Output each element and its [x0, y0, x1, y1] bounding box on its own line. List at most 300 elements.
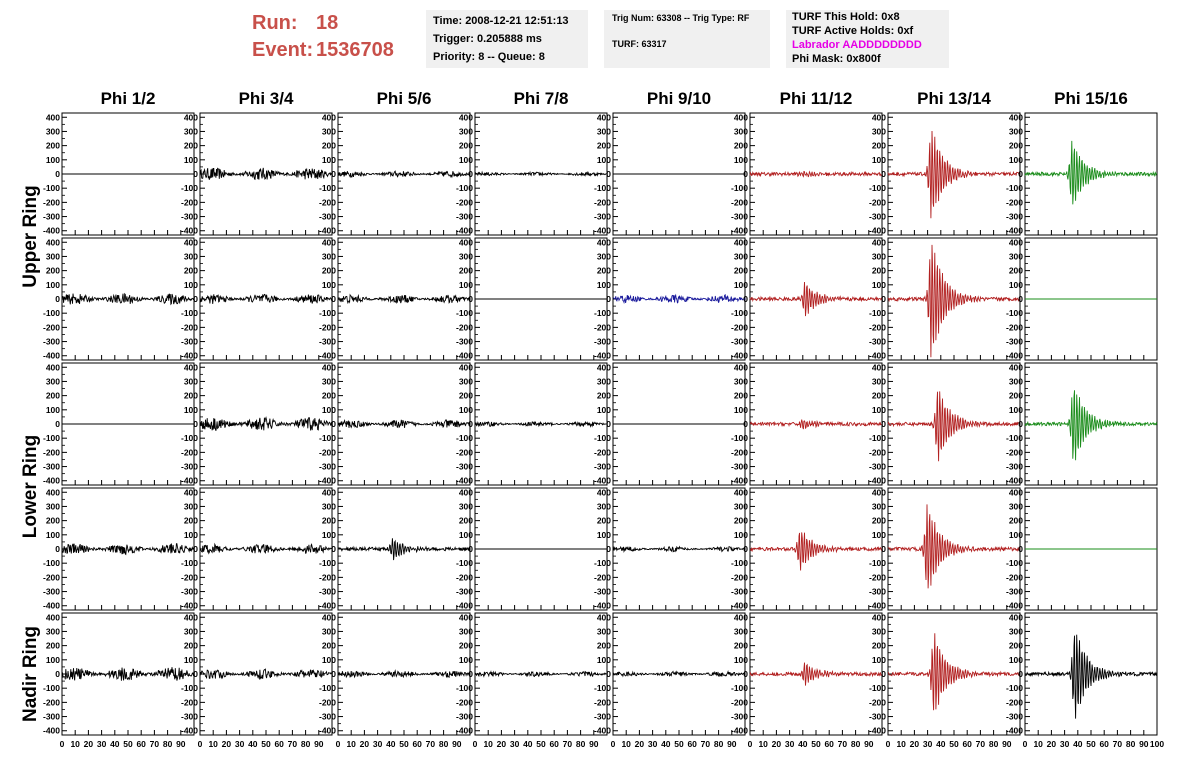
- y-tick-label: 300: [321, 251, 336, 262]
- y-tick-label: -100: [1005, 433, 1023, 444]
- y-tick-label: -300: [318, 586, 336, 597]
- y-tick-label: -400: [318, 725, 336, 736]
- y-tick-label: -300: [730, 711, 748, 722]
- y-tick-label: -400: [868, 475, 886, 486]
- y-tick-label: 0: [55, 169, 60, 179]
- x-tick-label: 60: [687, 739, 697, 749]
- y-tick-label: 400: [596, 612, 611, 623]
- y-tick-label: 100: [733, 404, 748, 415]
- y-tick-label: 100: [871, 154, 886, 165]
- y-tick-label: -300: [730, 461, 748, 472]
- x-tick-label: 20: [83, 739, 94, 749]
- y-tick-label: 100: [183, 279, 198, 290]
- y-tick-label: 300: [871, 126, 886, 137]
- y-tick-label: -100: [730, 433, 748, 444]
- y-tick-label: 400: [596, 237, 611, 248]
- y-tick-label: -200: [318, 697, 336, 708]
- y-tick-label: -200: [1005, 322, 1023, 333]
- y-tick-label: 0: [193, 419, 198, 429]
- y-tick-label: 100: [871, 404, 886, 415]
- y-tick-label: 100: [871, 279, 886, 290]
- waveform-trace: [613, 547, 745, 552]
- y-tick-label: 100: [458, 154, 473, 165]
- y-tick-label: -100: [318, 683, 336, 694]
- y-tick-label: 100: [596, 154, 611, 165]
- column-title: Phi 5/6: [376, 89, 432, 108]
- column-title: Phi 9/10: [646, 89, 712, 108]
- y-tick-label: -100: [180, 683, 198, 694]
- y-tick-label: 200: [596, 390, 611, 401]
- y-tick-label: 200: [45, 265, 60, 276]
- y-tick-label: 400: [733, 612, 748, 623]
- y-tick-label: 200: [321, 515, 336, 526]
- y-tick-label: 300: [321, 626, 336, 637]
- waveform-trace: [888, 245, 1020, 357]
- y-tick-label: 0: [55, 544, 60, 554]
- x-tick-label: 20: [771, 739, 782, 749]
- y-tick-label: 100: [1008, 154, 1023, 165]
- waveform-trace: [338, 295, 470, 303]
- y-tick-label: 300: [733, 251, 748, 262]
- y-tick-label: -100: [868, 183, 886, 194]
- y-tick-label: -200: [455, 322, 473, 333]
- y-tick-label: 200: [321, 140, 336, 151]
- x-tick-label: 20: [221, 739, 232, 749]
- y-tick-label: -100: [1005, 308, 1023, 319]
- x-tick-label: 30: [509, 739, 520, 749]
- y-tick-label: -400: [455, 725, 473, 736]
- y-tick-label: 100: [321, 279, 336, 290]
- y-tick-label: 0: [606, 169, 611, 179]
- y-tick-label: -200: [180, 572, 198, 583]
- y-tick-label: -400: [730, 225, 748, 236]
- y-tick-label: 400: [183, 362, 198, 373]
- x-tick-label: 30: [96, 739, 107, 749]
- row-group-title: Nadir Ring: [20, 625, 41, 723]
- y-tick-label: 400: [871, 112, 886, 123]
- run-label: Run:: [252, 12, 298, 34]
- y-tick-label: 0: [606, 669, 611, 679]
- y-tick-label: -400: [42, 475, 60, 486]
- y-tick-label: -300: [1005, 211, 1023, 222]
- x-tick-label: 80: [162, 739, 173, 749]
- y-tick-label: -200: [730, 572, 748, 583]
- y-tick-label: 200: [733, 515, 748, 526]
- y-tick-label: -200: [180, 197, 198, 208]
- y-tick-label: -100: [593, 683, 611, 694]
- waveform-trace: [200, 294, 332, 304]
- y-tick-label: 300: [1008, 251, 1023, 262]
- y-tick-label: 300: [321, 376, 336, 387]
- y-tick-label: -200: [42, 322, 60, 333]
- y-tick-label: -200: [455, 197, 473, 208]
- column-title: Phi 1/2: [100, 89, 156, 108]
- y-tick-label: -300: [42, 711, 60, 722]
- x-tick-label: 0: [1022, 739, 1028, 749]
- y-tick-label: -200: [318, 572, 336, 583]
- y-tick-label: 300: [1008, 376, 1023, 387]
- x-tick-label: 20: [359, 739, 370, 749]
- y-tick-label: 300: [1008, 126, 1023, 137]
- x-tick-label: 0: [747, 739, 753, 749]
- y-tick-label: 200: [458, 140, 473, 151]
- x-tick-label: 20: [496, 739, 507, 749]
- y-tick-label: -100: [455, 683, 473, 694]
- y-tick-label: -100: [180, 433, 198, 444]
- y-tick-label: 300: [458, 626, 473, 637]
- y-tick-label: -300: [42, 336, 60, 347]
- y-tick-label: 100: [183, 654, 198, 665]
- waveform-trace: [338, 171, 470, 177]
- column-title: Phi 15/16: [1054, 89, 1128, 108]
- y-tick-label: -200: [730, 197, 748, 208]
- y-tick-label: 100: [45, 404, 60, 415]
- y-tick-label: 0: [606, 544, 611, 554]
- y-tick-label: 200: [45, 140, 60, 151]
- y-tick-label: 400: [1008, 362, 1023, 373]
- y-tick-label: -200: [180, 447, 198, 458]
- y-tick-label: 400: [321, 612, 336, 623]
- y-tick-label: -100: [868, 558, 886, 569]
- y-tick-label: -100: [455, 558, 473, 569]
- labrador-text: Labrador AADDDDDDDD: [792, 39, 922, 51]
- y-tick-label: -400: [868, 725, 886, 736]
- y-tick-label: -300: [318, 336, 336, 347]
- x-tick-label: 30: [784, 739, 795, 749]
- y-tick-label: 0: [743, 169, 748, 179]
- y-tick-label: -400: [42, 225, 60, 236]
- y-tick-label: 200: [321, 390, 336, 401]
- y-tick-label: 0: [606, 294, 611, 304]
- y-tick-label: 0: [881, 169, 886, 179]
- y-tick-label: -300: [455, 711, 473, 722]
- waveform-trace: [750, 172, 882, 178]
- y-tick-label: -200: [868, 322, 886, 333]
- x-tick-label: 90: [452, 739, 462, 749]
- y-tick-label: 400: [458, 612, 473, 623]
- y-tick-label: 0: [331, 669, 336, 679]
- x-tick-label: 40: [661, 739, 671, 749]
- y-tick-label: -300: [868, 461, 886, 472]
- y-tick-label: -100: [42, 433, 60, 444]
- x-tick-label: 10: [483, 739, 493, 749]
- x-tick-label: 0: [472, 739, 478, 749]
- x-tick-label: 30: [234, 739, 245, 749]
- y-tick-label: -100: [180, 183, 198, 194]
- y-tick-label: 400: [458, 237, 473, 248]
- turf-text: TURF: 63317: [612, 39, 667, 49]
- y-tick-label: -400: [455, 225, 473, 236]
- y-tick-label: -400: [730, 475, 748, 486]
- y-tick-label: 100: [183, 404, 198, 415]
- x-tick-label: 80: [1125, 739, 1136, 749]
- y-tick-label: -400: [593, 350, 611, 361]
- y-tick-label: 400: [321, 362, 336, 373]
- y-tick-label: 0: [743, 669, 748, 679]
- y-tick-label: 400: [596, 362, 611, 373]
- y-tick-label: -100: [318, 558, 336, 569]
- y-tick-label: 200: [596, 640, 611, 651]
- y-tick-label: 100: [321, 529, 336, 540]
- y-tick-label: 0: [468, 544, 473, 554]
- y-tick-label: 200: [45, 515, 60, 526]
- y-tick-label: -200: [318, 447, 336, 458]
- waveform-trace: [62, 294, 194, 305]
- x-tick-label: 40: [386, 739, 396, 749]
- y-tick-label: -200: [1005, 197, 1023, 208]
- column-title: Phi 11/12: [779, 89, 853, 108]
- y-tick-label: -200: [593, 447, 611, 458]
- waveform-trace: [1025, 390, 1157, 460]
- y-tick-label: 300: [183, 376, 198, 387]
- x-tick-label: 40: [936, 739, 946, 749]
- y-tick-label: 0: [1018, 294, 1023, 304]
- y-tick-label: 200: [733, 640, 748, 651]
- y-tick-label: 200: [458, 515, 473, 526]
- y-tick-label: -400: [593, 475, 611, 486]
- x-tick-label: 60: [412, 739, 422, 749]
- waveform-trace: [200, 168, 332, 180]
- y-tick-label: 300: [733, 501, 748, 512]
- y-tick-label: 200: [45, 640, 60, 651]
- y-tick-label: -400: [455, 600, 473, 611]
- y-tick-label: 0: [331, 544, 336, 554]
- y-tick-label: -100: [730, 183, 748, 194]
- x-tick-label: 80: [850, 739, 861, 749]
- y-tick-label: 300: [45, 501, 60, 512]
- y-tick-label: -200: [593, 697, 611, 708]
- y-tick-label: 0: [331, 294, 336, 304]
- y-tick-label: 400: [1008, 112, 1023, 123]
- y-tick-label: 100: [45, 279, 60, 290]
- y-tick-label: -200: [42, 572, 60, 583]
- x-tick-label: 70: [425, 739, 436, 749]
- waveform-trace: [200, 544, 332, 553]
- y-tick-label: 200: [321, 640, 336, 651]
- y-tick-label: 100: [596, 404, 611, 415]
- x-tick-label: 90: [1002, 739, 1012, 749]
- x-tick-label: 0: [335, 739, 341, 749]
- y-tick-label: 100: [1008, 654, 1023, 665]
- y-tick-label: 400: [1008, 487, 1023, 498]
- y-tick-label: 400: [871, 237, 886, 248]
- y-tick-label: 400: [183, 112, 198, 123]
- x-tick-label: 70: [700, 739, 711, 749]
- y-tick-label: 0: [468, 419, 473, 429]
- y-tick-label: -100: [1005, 683, 1023, 694]
- y-tick-label: -300: [1005, 586, 1023, 597]
- y-tick-label: -300: [1005, 461, 1023, 472]
- y-tick-label: 400: [45, 237, 60, 248]
- y-tick-label: -300: [1005, 336, 1023, 347]
- y-tick-label: 100: [321, 404, 336, 415]
- y-tick-label: 0: [55, 669, 60, 679]
- y-tick-label: 300: [596, 626, 611, 637]
- y-tick-label: 300: [458, 501, 473, 512]
- y-tick-label: 400: [596, 112, 611, 123]
- y-tick-label: 300: [733, 376, 748, 387]
- y-tick-label: -100: [868, 683, 886, 694]
- y-tick-label: 200: [458, 390, 473, 401]
- y-tick-label: 100: [596, 279, 611, 290]
- y-tick-label: -200: [730, 697, 748, 708]
- y-tick-label: -400: [730, 600, 748, 611]
- y-tick-label: 200: [1008, 390, 1023, 401]
- y-tick-label: 0: [193, 669, 198, 679]
- y-tick-label: 0: [743, 544, 748, 554]
- waveform-trace: [750, 420, 882, 430]
- y-tick-label: 300: [1008, 626, 1023, 637]
- y-tick-label: -200: [868, 572, 886, 583]
- y-tick-label: 100: [321, 654, 336, 665]
- row-group-title: Lower Ring: [20, 434, 41, 539]
- event-value: 1536708: [316, 39, 394, 61]
- y-tick-label: -300: [593, 336, 611, 347]
- y-tick-label: 200: [458, 265, 473, 276]
- waveform-trace: [750, 663, 882, 686]
- y-tick-label: -400: [42, 725, 60, 736]
- y-tick-label: 0: [881, 669, 886, 679]
- x-tick-label: 10: [758, 739, 768, 749]
- x-tick-label: 40: [523, 739, 533, 749]
- x-tick-label: 10: [1033, 739, 1043, 749]
- y-tick-label: -400: [180, 225, 198, 236]
- y-tick-label: 400: [45, 612, 60, 623]
- y-tick-label: -400: [730, 725, 748, 736]
- x-tick-label: 70: [149, 739, 160, 749]
- y-tick-label: 100: [45, 529, 60, 540]
- x-tick-label: 60: [136, 739, 146, 749]
- y-tick-label: -100: [180, 308, 198, 319]
- x-tick-label: 50: [949, 739, 959, 749]
- waveform-trace: [613, 672, 745, 677]
- y-tick-label: -100: [1005, 558, 1023, 569]
- y-tick-label: 0: [468, 669, 473, 679]
- y-tick-label: 400: [1008, 237, 1023, 248]
- y-tick-label: -300: [318, 461, 336, 472]
- x-tick-label: 10: [208, 739, 218, 749]
- y-tick-label: 400: [183, 612, 198, 623]
- y-tick-label: 400: [183, 487, 198, 498]
- y-tick-label: -300: [593, 586, 611, 597]
- y-tick-label: 200: [321, 265, 336, 276]
- row-group-title: Upper Ring: [20, 185, 41, 288]
- y-tick-label: -400: [180, 350, 198, 361]
- x-tick-label: 0: [610, 739, 616, 749]
- y-tick-label: -100: [455, 183, 473, 194]
- y-tick-label: 300: [1008, 501, 1023, 512]
- x-tick-label: 30: [922, 739, 933, 749]
- y-tick-label: 0: [1018, 669, 1023, 679]
- y-tick-label: 400: [45, 487, 60, 498]
- y-tick-label: 200: [596, 515, 611, 526]
- x-tick-label: 70: [1112, 739, 1123, 749]
- y-tick-label: -200: [868, 447, 886, 458]
- waveform-trace: [750, 532, 882, 570]
- y-tick-label: -200: [455, 572, 473, 583]
- x-tick-label: 10: [896, 739, 906, 749]
- trig-num-text: Trig Num: 63308 -- Trig Type: RF: [612, 13, 750, 23]
- waveform-trace: [750, 282, 882, 316]
- y-tick-label: 100: [321, 154, 336, 165]
- x-tick-label: 70: [975, 739, 986, 749]
- y-tick-label: -300: [180, 711, 198, 722]
- x-tick-label: 0: [59, 739, 65, 749]
- x-tick-label: 70: [562, 739, 573, 749]
- waveform-trace: [338, 538, 470, 560]
- y-tick-label: -100: [42, 558, 60, 569]
- y-tick-label: -400: [1005, 350, 1023, 361]
- y-tick-label: 100: [183, 529, 198, 540]
- y-tick-label: 0: [1018, 419, 1023, 429]
- y-tick-label: -300: [455, 586, 473, 597]
- y-tick-label: -100: [868, 308, 886, 319]
- y-tick-label: 100: [733, 154, 748, 165]
- y-tick-label: 400: [871, 487, 886, 498]
- y-tick-label: -300: [868, 336, 886, 347]
- column-title: Phi 13/14: [917, 89, 991, 108]
- y-tick-label: -200: [593, 197, 611, 208]
- y-tick-label: -200: [42, 447, 60, 458]
- y-tick-label: 200: [733, 265, 748, 276]
- y-tick-label: -300: [455, 461, 473, 472]
- y-tick-label: 300: [871, 376, 886, 387]
- waveform-trace: [888, 504, 1020, 588]
- y-tick-label: -200: [1005, 697, 1023, 708]
- x-tick-label: 40: [110, 739, 120, 749]
- y-tick-label: 400: [1008, 612, 1023, 623]
- y-tick-label: -100: [730, 683, 748, 694]
- y-tick-label: 0: [468, 169, 473, 179]
- x-tick-label: 50: [261, 739, 271, 749]
- y-tick-label: -100: [1005, 183, 1023, 194]
- y-tick-label: -400: [730, 350, 748, 361]
- y-tick-label: 0: [881, 294, 886, 304]
- y-tick-label: -400: [593, 600, 611, 611]
- y-tick-label: 400: [596, 487, 611, 498]
- waveform-trace: [1025, 141, 1157, 205]
- x-tick-label: 80: [300, 739, 311, 749]
- y-tick-label: 100: [596, 529, 611, 540]
- y-tick-label: 400: [458, 362, 473, 373]
- waveform-trace: [62, 667, 194, 681]
- x-tick-label: 50: [123, 739, 133, 749]
- y-tick-label: -100: [593, 558, 611, 569]
- y-tick-label: -300: [868, 711, 886, 722]
- x-tick-label: 80: [988, 739, 999, 749]
- x-tick-label: 60: [824, 739, 834, 749]
- y-tick-label: -400: [180, 725, 198, 736]
- y-tick-label: 300: [596, 501, 611, 512]
- y-tick-label: -300: [593, 461, 611, 472]
- waveform-trace: [338, 420, 470, 428]
- y-tick-label: 200: [1008, 265, 1023, 276]
- x-tick-label: 60: [1099, 739, 1109, 749]
- x-tick-label: 60: [549, 739, 559, 749]
- y-tick-label: 400: [871, 362, 886, 373]
- y-tick-label: -100: [318, 433, 336, 444]
- y-tick-label: 0: [1018, 544, 1023, 554]
- y-tick-label: 100: [45, 654, 60, 665]
- x-tick-label: 30: [372, 739, 383, 749]
- x-tick-label: 10: [621, 739, 631, 749]
- y-tick-label: -100: [593, 308, 611, 319]
- y-tick-label: -100: [42, 183, 60, 194]
- y-tick-label: 400: [321, 112, 336, 123]
- x-tick-label: 80: [713, 739, 724, 749]
- x-tick-label: 50: [536, 739, 546, 749]
- x-tick-label: 60: [274, 739, 284, 749]
